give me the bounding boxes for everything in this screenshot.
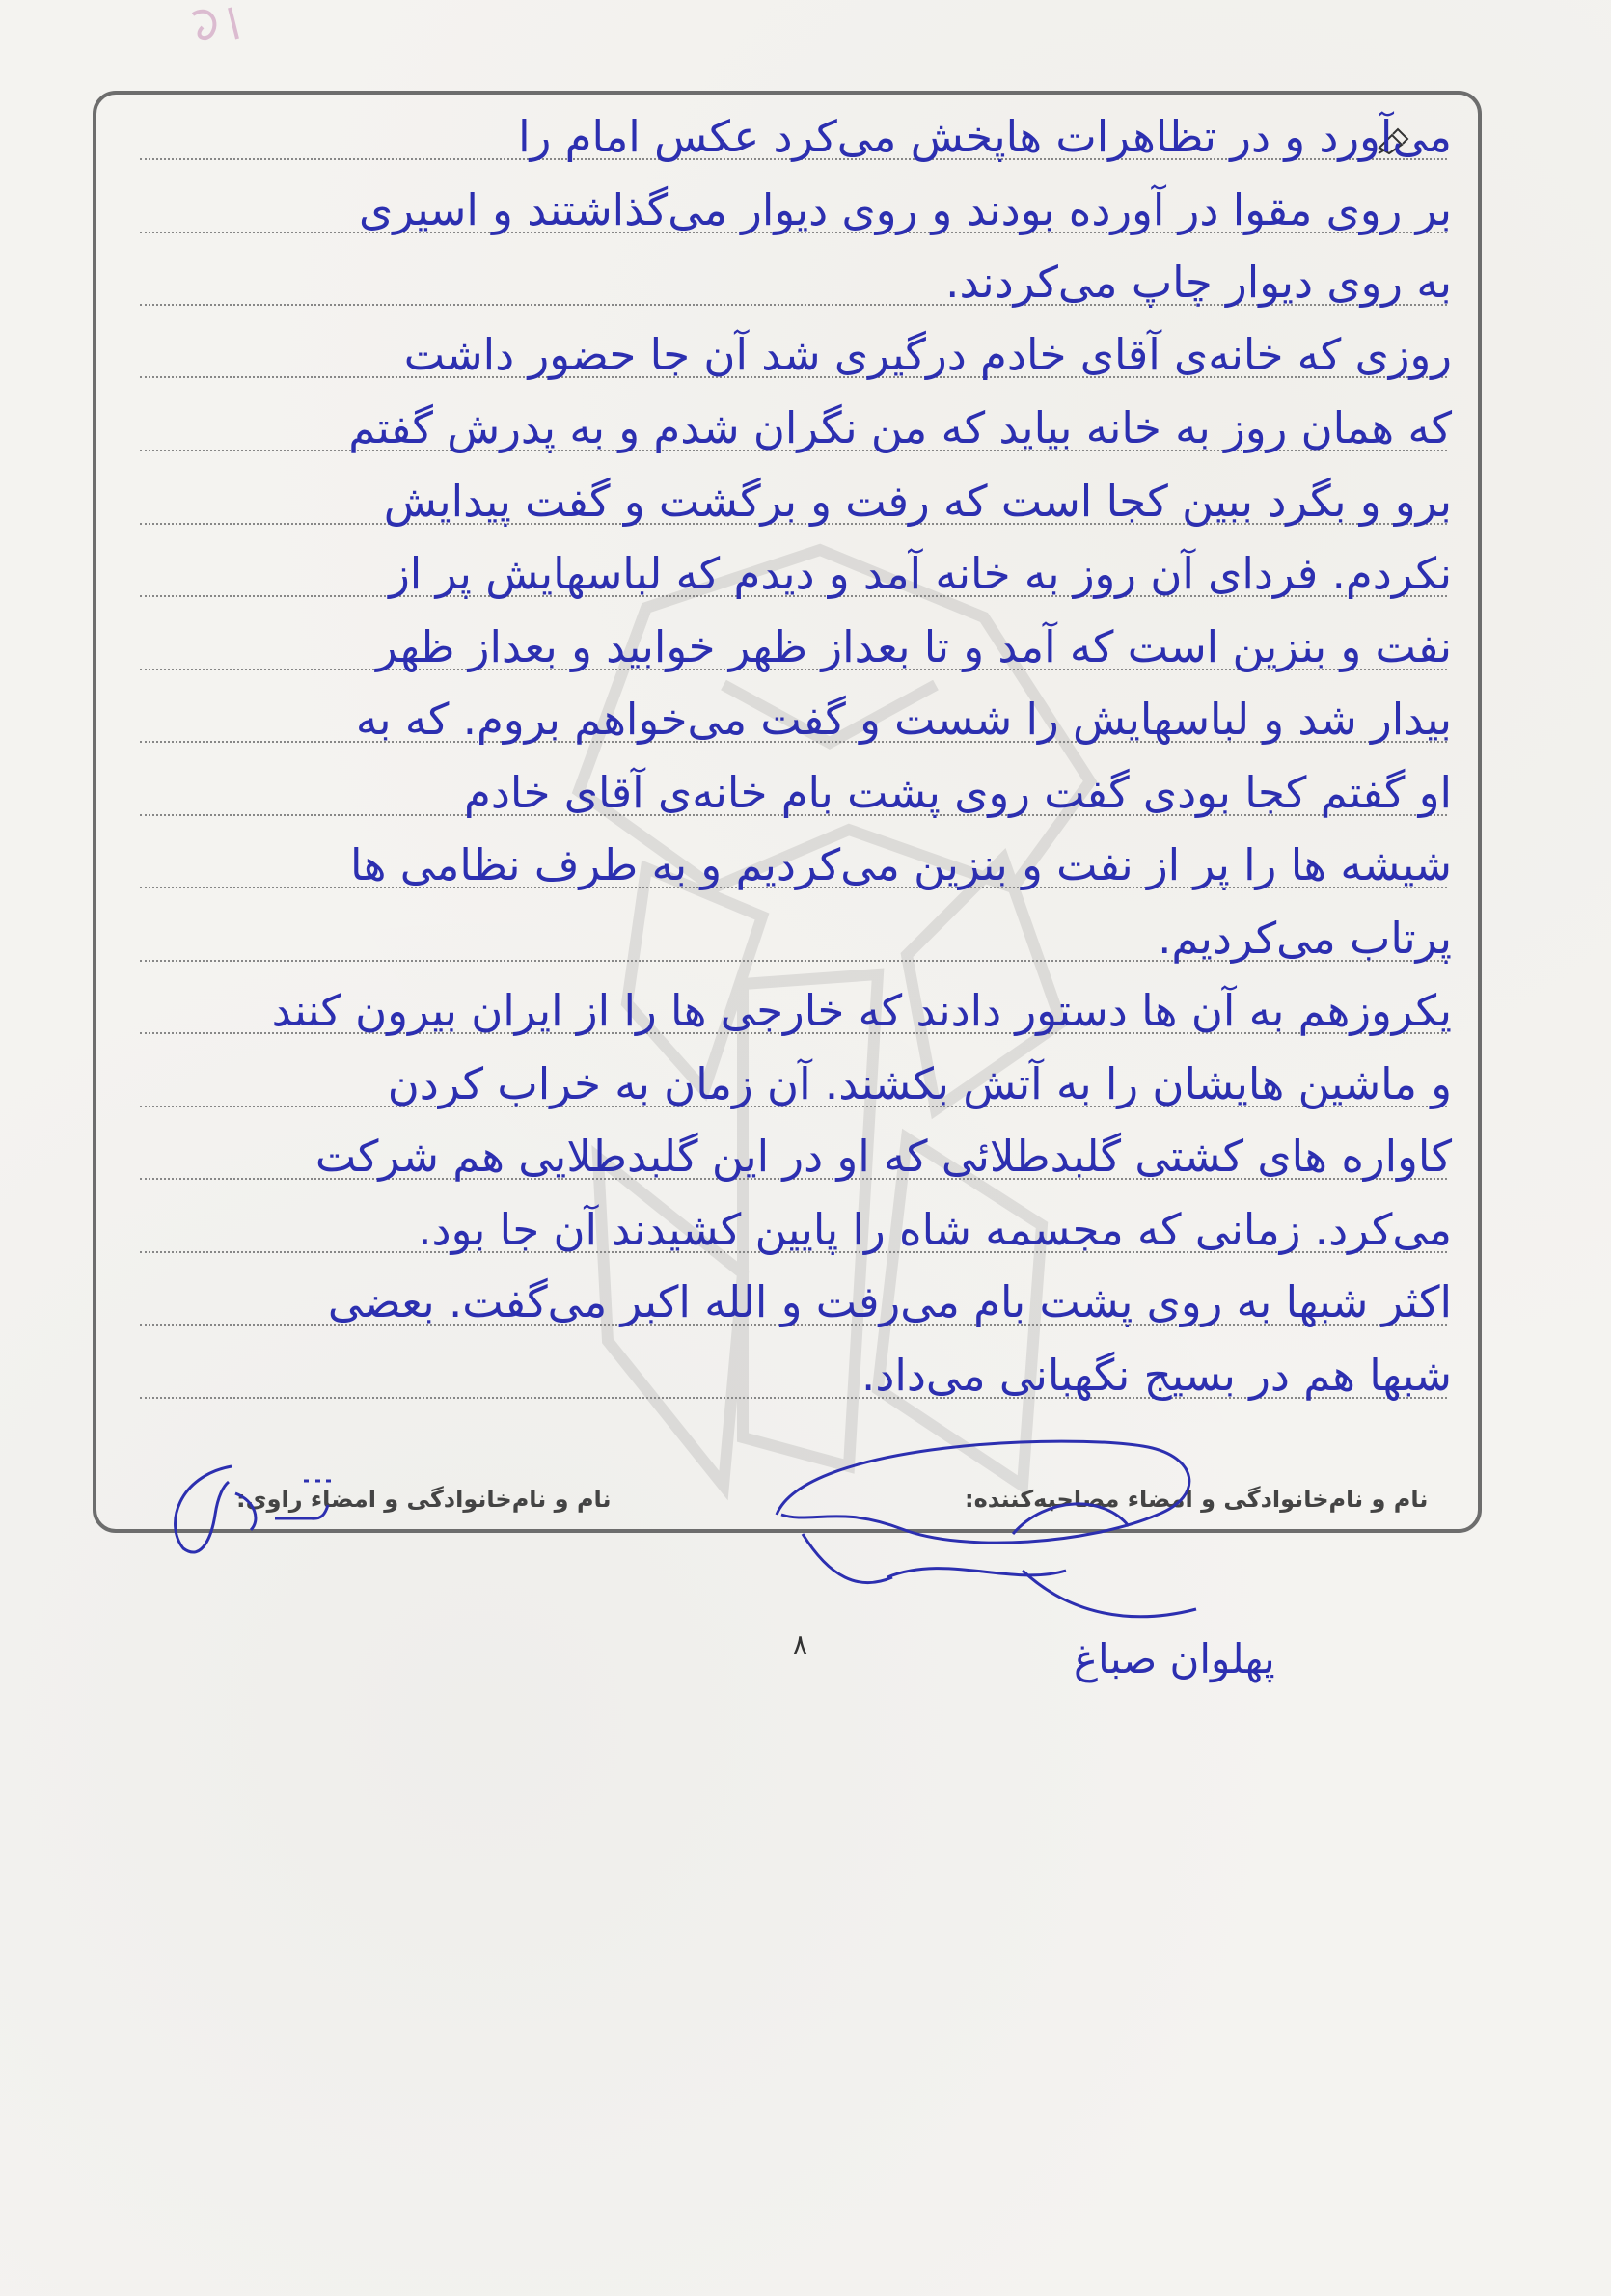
text-line-13: یکروزهم به آن ها دستور دادند که خارجی ها را از ایران بیرون کنند bbox=[271, 985, 1452, 1036]
text-line-5: که همان روز به خانه بیاید که من نگران شدم و به پدرش گفتم bbox=[348, 402, 1452, 453]
text-line-16: می‌کرد. زمانی که مجسمه شاه را پایین کشیدند آن جا بود. bbox=[418, 1204, 1452, 1255]
interviewer-name: پهلوان صباغ bbox=[1074, 1635, 1275, 1682]
text-line-14: و ماشین هایشان را به آتش بکشند. آن زمان به خراب کردن bbox=[387, 1058, 1452, 1109]
text-line-18: شبها هم در بسیج نگهبانی می‌داد. bbox=[861, 1350, 1452, 1401]
text-line-15: کاواره های کشتی گلبدطلائی که او در این گلبدطلایی هم شرکت bbox=[314, 1131, 1452, 1182]
text-line-8: نفت و بنزین است که آمد و تا بعداز ظهر خوابید و بعداز ظهر bbox=[376, 621, 1452, 672]
text-line-9: بیدار شد و لباسهایش را شست و گفت می‌خواهم بروم. که به bbox=[355, 694, 1452, 745]
text-line-1: می‌آورد و در تظاهرات هاپخش می‌کرد عکس امام را bbox=[518, 111, 1452, 162]
corner-scribble bbox=[183, 0, 275, 63]
text-line-3: به روی دیوار چاپ می‌کردند. bbox=[945, 257, 1452, 308]
text-line-2: بر روی مقوا در آورده بودند و روی دیوار می‌گذاشتند و اسیری bbox=[359, 184, 1452, 235]
handwritten-text-block bbox=[111, 101, 1452, 1476]
text-line-17: اکثر شبها به روی پشت بام می‌رفت و الله اکبر می‌گفت. بعضی bbox=[327, 1276, 1452, 1327]
page-number: ۸ bbox=[793, 1628, 808, 1660]
interviewer-signature bbox=[743, 1408, 1215, 1659]
interviewer-signature-label: نام و نام‌خانوادگی و امضاء مصاحبه‌کننده: bbox=[965, 1486, 1429, 1513]
text-line-7: نکردم. فردای آن روز به خانه آمد و دیدم که لباسهایش پر از bbox=[389, 548, 1452, 599]
text-line-12: پرتاب می‌کردیم. bbox=[1158, 913, 1452, 964]
text-line-4: روزی که خانه‌ی آقای خادم درگیری شد آن جا حضور داشت bbox=[403, 329, 1452, 380]
text-line-6: برو و بگرد ببین کجا است که رفت و برگشت و گفت پیدایش bbox=[383, 476, 1452, 527]
narrator-signature-label: نام و نام‌خانوادگی و امضاء راوی: bbox=[236, 1486, 612, 1513]
narrator-signature bbox=[159, 1447, 342, 1563]
text-line-10: او گفتم کجا بودی گفت روی پشت بام خانه‌ی آقای خادم bbox=[464, 767, 1452, 818]
text-line-11: شیشه ها را پر از نفت و بنزین می‌کردیم و به طرف نظامی ها bbox=[350, 839, 1452, 890]
